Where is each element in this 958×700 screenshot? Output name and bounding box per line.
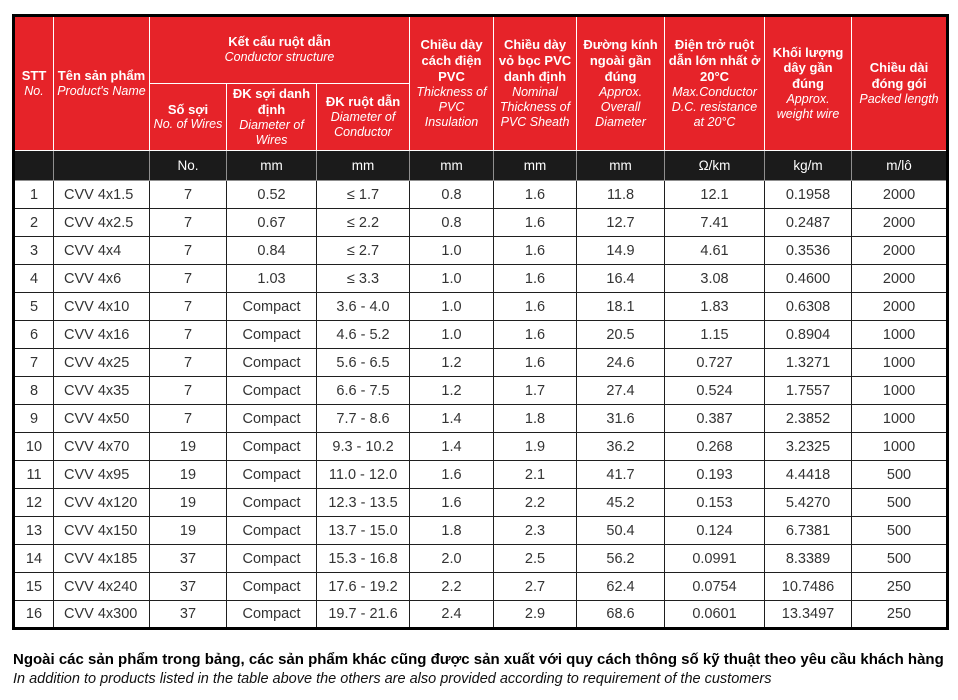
cell-product-name: CVV 4x35: [54, 377, 150, 405]
cell-product-name: CVV 4x95: [54, 461, 150, 489]
header-pvc-insulation: [410, 16, 494, 151]
cell-wire-diameter: 0.84: [227, 237, 317, 265]
header-overall-diameter-en: Approx. Overall Diameter: [595, 84, 646, 130]
cell-overall-diameter: 27.4: [577, 377, 665, 405]
cell-conductor-diameter: 9.3 - 10.2: [317, 433, 410, 461]
header-pvc-sheath-vi: Chiều dày vỏ bọc PVC danh định: [498, 36, 572, 84]
cell-insulation-thickness: 1.4: [410, 433, 494, 461]
header-packed-length-en: Packed length: [859, 91, 939, 106]
cell-stt: 1: [14, 181, 54, 209]
cell-packed-length: 2000: [852, 265, 948, 293]
cell-conductor-diameter: 4.6 - 5.2: [317, 321, 410, 349]
cell-product-name: CVV 4x25: [54, 349, 150, 377]
cell-stt: 2: [14, 209, 54, 237]
cell-wire-diameter: Compact: [227, 489, 317, 517]
cell-packed-length: 1000: [852, 321, 948, 349]
header-dc-resistance: [665, 16, 765, 151]
header-conductor-structure-en: Conductor structure: [224, 50, 335, 65]
cell-weight: 6.7381: [765, 517, 852, 545]
cell-dc-resistance: 0.0991: [665, 545, 765, 573]
unit-conductor-diameter: mm: [317, 151, 410, 181]
cell-overall-diameter: 11.8: [577, 181, 665, 209]
cell-insulation-thickness: 1.4: [410, 405, 494, 433]
cell-product-name: CVV 4x300: [54, 601, 150, 629]
cell-sheath-thickness: 1.7: [494, 377, 577, 405]
cell-weight: 0.3536: [765, 237, 852, 265]
header-product-name-en: Product's Name: [57, 83, 146, 98]
cell-conductor-diameter: 6.6 - 7.5: [317, 377, 410, 405]
cell-insulation-thickness: 1.0: [410, 265, 494, 293]
cell-sheath-thickness: 1.6: [494, 265, 577, 293]
cell-weight: 1.7557: [765, 377, 852, 405]
table-row: [14, 209, 948, 237]
header-no-of-wires: [150, 84, 227, 151]
cell-sheath-thickness: 1.8: [494, 405, 577, 433]
header-product-name: [54, 16, 150, 151]
table-row: [14, 293, 948, 321]
cell-no-of-wires: 7: [150, 321, 227, 349]
header-dc-resistance-en: Max.Conductor D.C. resistance at 20°C: [671, 84, 758, 130]
cell-sheath-thickness: 1.6: [494, 237, 577, 265]
table-row: [14, 349, 948, 377]
cell-weight: 0.1958: [765, 181, 852, 209]
cell-wire-diameter: Compact: [227, 405, 317, 433]
cell-product-name: CVV 4x1.5: [54, 181, 150, 209]
cell-sheath-thickness: 1.6: [494, 321, 577, 349]
unit-stt: [14, 151, 54, 181]
cell-dc-resistance: 0.193: [665, 461, 765, 489]
cell-dc-resistance: 0.268: [665, 433, 765, 461]
unit-insulation: mm: [410, 151, 494, 181]
cell-wire-diameter: Compact: [227, 601, 317, 629]
cell-wire-diameter: Compact: [227, 573, 317, 601]
cell-overall-diameter: 16.4: [577, 265, 665, 293]
cell-packed-length: 500: [852, 517, 948, 545]
cell-dc-resistance: 0.0601: [665, 601, 765, 629]
table-row: [14, 517, 948, 545]
header-wire-diameter-en: Diameter of Wires: [239, 117, 304, 147]
cell-sheath-thickness: 2.2: [494, 489, 577, 517]
cell-dc-resistance: 0.124: [665, 517, 765, 545]
cell-dc-resistance: 4.61: [665, 237, 765, 265]
cell-dc-resistance: 0.0754: [665, 573, 765, 601]
cell-wire-diameter: Compact: [227, 321, 317, 349]
header-overall-diameter: [577, 16, 665, 151]
cell-weight: 13.3497: [765, 601, 852, 629]
cell-insulation-thickness: 1.2: [410, 377, 494, 405]
cell-sheath-thickness: 2.3: [494, 517, 577, 545]
cell-packed-length: 500: [852, 489, 948, 517]
header-product-name-vi: Tên sản phẩm: [57, 68, 146, 84]
footer-note-vi: Ngoài các sản phẩm trong bảng, các sản phẩm khác cũng được sản xuất với quy cách thông số kỹ thuật theo yêu cầu khách hàng: [13, 651, 944, 668]
cell-product-name: CVV 4x6: [54, 265, 150, 293]
cell-dc-resistance: 7.41: [665, 209, 765, 237]
cell-wire-diameter: Compact: [227, 461, 317, 489]
cell-sheath-thickness: 2.5: [494, 545, 577, 573]
table-body: [14, 181, 948, 629]
cell-weight: 2.3852: [765, 405, 852, 433]
cell-no-of-wires: 7: [150, 349, 227, 377]
cell-overall-diameter: 12.7: [577, 209, 665, 237]
cell-weight: 0.8904: [765, 321, 852, 349]
header-conductor-diameter-vi: ĐK ruột dẫn: [325, 93, 401, 109]
table-row: [14, 377, 948, 405]
cell-packed-length: 2000: [852, 237, 948, 265]
cell-conductor-diameter: 3.6 - 4.0: [317, 293, 410, 321]
cell-dc-resistance: 0.153: [665, 489, 765, 517]
cell-no-of-wires: 19: [150, 433, 227, 461]
header-conductor-structure-vi: Kết cấu ruột dẫn: [228, 34, 331, 50]
cell-conductor-diameter: 5.6 - 6.5: [317, 349, 410, 377]
footer-note-en: In addition to products listed in the table above the others are also provided according to requirement of the customers: [13, 671, 772, 688]
header-no-of-wires-vi: Số sợi: [167, 101, 209, 117]
cell-insulation-thickness: 0.8: [410, 209, 494, 237]
header-stt-en: No.: [24, 83, 44, 98]
cell-no-of-wires: 19: [150, 461, 227, 489]
cell-wire-diameter: Compact: [227, 293, 317, 321]
cell-overall-diameter: 50.4: [577, 517, 665, 545]
table-row: [14, 265, 948, 293]
cell-insulation-thickness: 2.0: [410, 545, 494, 573]
cell-weight: 0.2487: [765, 209, 852, 237]
cell-conductor-diameter: 11.0 - 12.0: [317, 461, 410, 489]
cell-sheath-thickness: 2.1: [494, 461, 577, 489]
cell-packed-length: 1000: [852, 349, 948, 377]
cell-wire-diameter: Compact: [227, 433, 317, 461]
cell-conductor-diameter: 12.3 - 13.5: [317, 489, 410, 517]
header-packed-length: [852, 16, 948, 151]
cell-wire-diameter: Compact: [227, 377, 317, 405]
cell-sheath-thickness: 1.9: [494, 433, 577, 461]
cell-packed-length: 1000: [852, 377, 948, 405]
cell-wire-diameter: 1.03: [227, 265, 317, 293]
cell-dc-resistance: 0.727: [665, 349, 765, 377]
header-pvc-sheath: [494, 16, 577, 151]
cell-product-name: CVV 4x150: [54, 517, 150, 545]
cell-packed-length: 2000: [852, 293, 948, 321]
cell-conductor-diameter: 15.3 - 16.8: [317, 545, 410, 573]
table-row: [14, 433, 948, 461]
table-row: [14, 181, 948, 209]
table-row: [14, 405, 948, 433]
cell-weight: 0.6308: [765, 293, 852, 321]
cell-stt: 8: [14, 377, 54, 405]
cell-no-of-wires: 19: [150, 489, 227, 517]
cell-product-name: CVV 4x120: [54, 489, 150, 517]
unit-sheath: mm: [494, 151, 577, 181]
table-row: [14, 545, 948, 573]
cell-sheath-thickness: 2.9: [494, 601, 577, 629]
cell-wire-diameter: 0.52: [227, 181, 317, 209]
table-row: [14, 237, 948, 265]
cell-insulation-thickness: 0.8: [410, 181, 494, 209]
cell-no-of-wires: 7: [150, 377, 227, 405]
cell-packed-length: 1000: [852, 433, 948, 461]
cell-stt: 11: [14, 461, 54, 489]
header-wire-diameter-vi: ĐK sợi danh định: [232, 86, 311, 117]
cell-stt: 14: [14, 545, 54, 573]
cell-weight: 1.3271: [765, 349, 852, 377]
cell-conductor-diameter: 19.7 - 21.6: [317, 601, 410, 629]
cell-product-name: CVV 4x4: [54, 237, 150, 265]
cell-overall-diameter: 62.4: [577, 573, 665, 601]
cell-insulation-thickness: 1.2: [410, 349, 494, 377]
header-stt-vi: STT: [21, 68, 47, 84]
cell-sheath-thickness: 1.6: [494, 293, 577, 321]
cell-dc-resistance: 1.15: [665, 321, 765, 349]
cell-overall-diameter: 56.2: [577, 545, 665, 573]
table-row: [14, 461, 948, 489]
cell-stt: 4: [14, 265, 54, 293]
header-conductor-diameter-en: Diameter of Conductor: [330, 109, 396, 140]
cell-product-name: CVV 4x50: [54, 405, 150, 433]
cell-stt: 15: [14, 573, 54, 601]
header-pvc-insulation-vi: Chiều dày cách điện PVC: [420, 36, 483, 84]
header-approx-weight: [765, 16, 852, 151]
cell-stt: 13: [14, 517, 54, 545]
header-conductor-diameter: [317, 84, 410, 151]
cell-wire-diameter: Compact: [227, 517, 317, 545]
cell-dc-resistance: 0.524: [665, 377, 765, 405]
cell-no-of-wires: 7: [150, 181, 227, 209]
cell-no-of-wires: 37: [150, 573, 227, 601]
cell-stt: 9: [14, 405, 54, 433]
cable-spec-table: [12, 14, 949, 630]
cell-dc-resistance: 3.08: [665, 265, 765, 293]
cell-sheath-thickness: 2.7: [494, 573, 577, 601]
cell-packed-length: 2000: [852, 209, 948, 237]
cell-insulation-thickness: 1.6: [410, 489, 494, 517]
table-header: [14, 16, 948, 181]
cell-insulation-thickness: 1.6: [410, 461, 494, 489]
cell-insulation-thickness: 2.2: [410, 573, 494, 601]
cell-conductor-diameter: ≤ 3.3: [317, 265, 410, 293]
unit-resistance: Ω/km: [665, 151, 765, 181]
cell-sheath-thickness: 1.6: [494, 181, 577, 209]
unit-packed-length: m/lô: [852, 151, 948, 181]
cell-insulation-thickness: 1.0: [410, 293, 494, 321]
unit-weight: kg/m: [765, 151, 852, 181]
cell-product-name: CVV 4x10: [54, 293, 150, 321]
cell-no-of-wires: 7: [150, 265, 227, 293]
cell-no-of-wires: 7: [150, 209, 227, 237]
header-approx-weight-vi: Khối lượng dây gần đúng: [772, 44, 844, 92]
cell-overall-diameter: 36.2: [577, 433, 665, 461]
cell-packed-length: 500: [852, 545, 948, 573]
units-row: [14, 151, 948, 181]
cell-stt: 7: [14, 349, 54, 377]
unit-product: [54, 151, 150, 181]
unit-overall-diameter: mm: [577, 151, 665, 181]
cell-insulation-thickness: 2.4: [410, 601, 494, 629]
cell-insulation-thickness: 1.8: [410, 517, 494, 545]
cell-weight: 8.3389: [765, 545, 852, 573]
cell-conductor-diameter: ≤ 2.7: [317, 237, 410, 265]
header-conductor-structure-group: [150, 16, 410, 84]
cell-weight: 5.4270: [765, 489, 852, 517]
cell-product-name: CVV 4x2.5: [54, 209, 150, 237]
cell-wire-diameter: Compact: [227, 349, 317, 377]
cell-overall-diameter: 18.1: [577, 293, 665, 321]
cell-overall-diameter: 14.9: [577, 237, 665, 265]
cell-conductor-diameter: 13.7 - 15.0: [317, 517, 410, 545]
cell-dc-resistance: 12.1: [665, 181, 765, 209]
cell-overall-diameter: 41.7: [577, 461, 665, 489]
header-pvc-sheath-en: Nominal Thickness of PVC Sheath: [499, 84, 571, 130]
cell-stt: 5: [14, 293, 54, 321]
cell-product-name: CVV 4x16: [54, 321, 150, 349]
header-pvc-insulation-en: Thickness of PVC Insulation: [416, 84, 487, 130]
header-dc-resistance-vi: Điện trở ruột dẫn lớn nhất ở 20°C: [668, 36, 761, 84]
cell-no-of-wires: 7: [150, 293, 227, 321]
cell-overall-diameter: 31.6: [577, 405, 665, 433]
cell-dc-resistance: 0.387: [665, 405, 765, 433]
cell-stt: 3: [14, 237, 54, 265]
cell-packed-length: 250: [852, 601, 948, 629]
cell-conductor-diameter: ≤ 1.7: [317, 181, 410, 209]
cell-no-of-wires: 37: [150, 601, 227, 629]
cell-packed-length: 2000: [852, 181, 948, 209]
cell-stt: 10: [14, 433, 54, 461]
cell-packed-length: 500: [852, 461, 948, 489]
cell-wire-diameter: 0.67: [227, 209, 317, 237]
cell-no-of-wires: 7: [150, 405, 227, 433]
cell-stt: 12: [14, 489, 54, 517]
table-row: [14, 573, 948, 601]
table-row: [14, 321, 948, 349]
cell-no-of-wires: 19: [150, 517, 227, 545]
cell-conductor-diameter: ≤ 2.2: [317, 209, 410, 237]
header-no-of-wires-en: No. of Wires: [153, 117, 223, 132]
footer-note: [13, 650, 953, 690]
cell-sheath-thickness: 1.6: [494, 209, 577, 237]
cell-insulation-thickness: 1.0: [410, 321, 494, 349]
cell-weight: 4.4418: [765, 461, 852, 489]
cell-insulation-thickness: 1.0: [410, 237, 494, 265]
header-packed-length-vi: Chiều dài đóng gói: [869, 60, 929, 91]
cell-product-name: CVV 4x70: [54, 433, 150, 461]
cell-conductor-diameter: 17.6 - 19.2: [317, 573, 410, 601]
cell-overall-diameter: 24.6: [577, 349, 665, 377]
cell-overall-diameter: 20.5: [577, 321, 665, 349]
cell-packed-length: 1000: [852, 405, 948, 433]
cell-overall-diameter: 68.6: [577, 601, 665, 629]
cell-weight: 0.4600: [765, 265, 852, 293]
cell-stt: 6: [14, 321, 54, 349]
header-wire-diameter: [227, 84, 317, 151]
cell-packed-length: 250: [852, 573, 948, 601]
cell-no-of-wires: 7: [150, 237, 227, 265]
unit-no-of-wires: No.: [150, 151, 227, 181]
unit-wire-diameter: mm: [227, 151, 317, 181]
cell-overall-diameter: 45.2: [577, 489, 665, 517]
cell-product-name: CVV 4x240: [54, 573, 150, 601]
table-row: [14, 601, 948, 629]
header-overall-diameter-vi: Đường kính ngoài gần đúng: [583, 36, 658, 84]
cell-wire-diameter: Compact: [227, 545, 317, 573]
cell-weight: 3.2325: [765, 433, 852, 461]
table-row: [14, 489, 948, 517]
cell-stt: 16: [14, 601, 54, 629]
cell-weight: 10.7486: [765, 573, 852, 601]
cell-sheath-thickness: 1.6: [494, 349, 577, 377]
header-stt: [14, 16, 54, 151]
cell-dc-resistance: 1.83: [665, 293, 765, 321]
cell-no-of-wires: 37: [150, 545, 227, 573]
header-approx-weight-en: Approx. weight wire: [776, 92, 840, 122]
cell-product-name: CVV 4x185: [54, 545, 150, 573]
cell-conductor-diameter: 7.7 - 8.6: [317, 405, 410, 433]
